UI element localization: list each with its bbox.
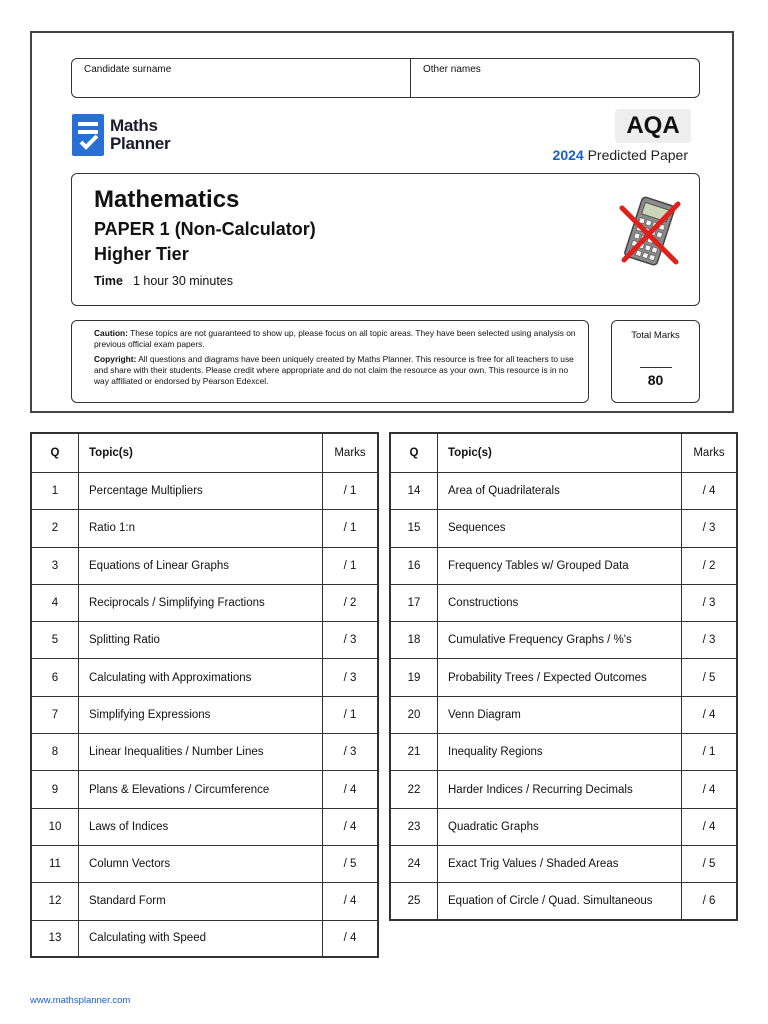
table-row	[31, 510, 378, 547]
question-number: 10	[31, 808, 79, 845]
question-topic: Calculating with Approximations	[79, 659, 323, 696]
question-number: 18	[390, 622, 438, 659]
question-marks: / 1	[323, 547, 379, 584]
question-number: 15	[390, 510, 438, 547]
question-topic: Laws of Indices	[79, 808, 323, 845]
question-number: 5	[31, 622, 79, 659]
question-number: 22	[390, 771, 438, 808]
table-row	[390, 584, 737, 621]
header-q: Q	[390, 433, 438, 473]
question-marks: / 4	[323, 771, 379, 808]
question-marks: / 3	[323, 622, 379, 659]
copyright-paragraph	[94, 354, 578, 387]
question-number: 6	[31, 659, 79, 696]
table-row	[31, 920, 378, 957]
exam-board-badge: AQA	[615, 109, 691, 143]
question-marks: / 1	[323, 696, 379, 733]
other-names-field[interactable]	[411, 59, 481, 97]
table-row	[390, 547, 737, 584]
table-row	[390, 808, 737, 845]
question-number: 7	[31, 696, 79, 733]
question-marks: / 4	[682, 771, 738, 808]
question-marks: / 3	[323, 659, 379, 696]
question-number: 8	[31, 734, 79, 771]
question-marks: / 3	[682, 622, 738, 659]
table-row	[31, 808, 378, 845]
question-marks: / 3	[682, 510, 738, 547]
question-topic: Standard Form	[79, 883, 323, 920]
question-marks: / 4	[323, 883, 379, 920]
question-topic: Equations of Linear Graphs	[79, 547, 323, 584]
question-marks: / 6	[682, 883, 738, 920]
question-topic: Probability Trees / Expected Outcomes	[438, 659, 682, 696]
question-topic: Column Vectors	[79, 845, 323, 882]
table-row	[390, 510, 737, 547]
paper-info-box	[71, 173, 700, 306]
table-row	[31, 883, 378, 920]
question-topic: Percentage Multipliers	[79, 473, 323, 510]
question-topic: Harder Indices / Recurring Decimals	[438, 771, 682, 808]
table-row	[31, 734, 378, 771]
total-marks-value: 80	[647, 372, 664, 388]
question-topic: Inequality Regions	[438, 734, 682, 771]
total-marks-divider	[640, 367, 672, 368]
maths-planner-logo	[72, 114, 170, 156]
table-row	[390, 659, 737, 696]
question-marks: / 2	[323, 584, 379, 621]
header-q: Q	[31, 433, 79, 473]
caution-notice	[71, 320, 589, 403]
caution-label: Caution:	[94, 328, 128, 338]
question-topic: Constructions	[438, 584, 682, 621]
question-marks: / 3	[682, 584, 738, 621]
paper-title: PAPER 1 (Non-Calculator)	[94, 219, 316, 239]
question-topic: Sequences	[438, 510, 682, 547]
table-row	[390, 622, 737, 659]
question-marks: / 3	[323, 734, 379, 771]
table-header-row	[390, 433, 737, 473]
table-row	[390, 845, 737, 882]
table-row	[390, 883, 737, 920]
question-number: 2	[31, 510, 79, 547]
subject-title: Mathematics	[94, 186, 240, 213]
question-topic: Cumulative Frequency Graphs / %'s	[438, 622, 682, 659]
question-number: 20	[390, 696, 438, 733]
table-row	[31, 584, 378, 621]
question-number: 12	[31, 883, 79, 920]
question-marks: / 4	[682, 473, 738, 510]
question-number: 4	[31, 584, 79, 621]
question-topic: Plans & Elevations / Circumference	[79, 771, 323, 808]
question-topic: Splitting Ratio	[79, 622, 323, 659]
question-marks: / 5	[323, 845, 379, 882]
table-row	[31, 845, 378, 882]
marks-table-left	[30, 432, 379, 958]
table-row	[31, 473, 378, 510]
brand-line-2: Planner	[110, 134, 171, 153]
question-topic: Linear Inequalities / Number Lines	[79, 734, 323, 771]
question-topic: Venn Diagram	[438, 696, 682, 733]
question-marks: / 4	[682, 808, 738, 845]
brand-name	[110, 117, 170, 153]
question-number: 13	[31, 920, 79, 957]
table-header-row	[31, 433, 378, 473]
copyright-text: All questions and diagrams have been uniquely created by Maths Planner. This resource is free for all teachers to use and share with their students. Please credit where appropriate and do not claim the resource as your own. This resource is in no way affiliated or endorsed by Pearson Edexcel.	[94, 354, 574, 386]
question-marks: / 4	[682, 696, 738, 733]
caution-text: These topics are not guaranteed to show up, please focus on all topic areas. They have been selected using analysis on previous official exam papers.	[94, 328, 576, 349]
question-marks: / 1	[323, 473, 379, 510]
caution-paragraph	[94, 328, 578, 350]
table-row	[31, 696, 378, 733]
question-number: 24	[390, 845, 438, 882]
question-topic: Simplifying Expressions	[79, 696, 323, 733]
question-topic: Quadratic Graphs	[438, 808, 682, 845]
table-row	[31, 659, 378, 696]
candidate-surname-label: Candidate surname	[84, 64, 172, 75]
time-info	[94, 274, 233, 288]
question-topic: Reciprocals / Simplifying Fractions	[79, 584, 323, 621]
header-topic: Topic(s)	[438, 433, 682, 473]
question-number: 1	[31, 473, 79, 510]
question-marks: / 2	[682, 547, 738, 584]
table-row	[390, 771, 737, 808]
logo-mark-icon	[72, 114, 104, 156]
other-names-label: Other names	[423, 64, 481, 75]
question-number: 14	[390, 473, 438, 510]
copyright-label: Copyright:	[94, 354, 137, 364]
total-marks-label: Total Marks	[631, 330, 680, 341]
total-marks-box	[611, 320, 700, 403]
no-calculator-icon	[614, 194, 684, 272]
predicted-text: Predicted Paper	[587, 147, 688, 163]
candidate-fields	[71, 58, 700, 98]
question-marks: / 1	[682, 734, 738, 771]
question-marks: / 5	[682, 845, 738, 882]
question-number: 3	[31, 547, 79, 584]
question-number: 17	[390, 584, 438, 621]
table-row	[390, 734, 737, 771]
question-number: 11	[31, 845, 79, 882]
question-number: 25	[390, 883, 438, 920]
marks-table-right	[389, 432, 738, 921]
question-marks: / 5	[682, 659, 738, 696]
table-row	[31, 547, 378, 584]
tier-title: Higher Tier	[94, 244, 189, 264]
footer-url[interactable]: www.mathsplanner.com	[30, 995, 131, 1006]
header-topic: Topic(s)	[79, 433, 323, 473]
question-number: 9	[31, 771, 79, 808]
question-marks: / 4	[323, 920, 379, 957]
header-marks: Marks	[323, 433, 379, 473]
time-value: 1 hour 30 minutes	[132, 274, 234, 288]
candidate-surname-field[interactable]	[72, 59, 411, 97]
question-number: 16	[390, 547, 438, 584]
predicted-paper-label	[553, 147, 688, 163]
predicted-year: 2024	[552, 147, 584, 163]
brand-line-1: Maths	[110, 116, 158, 135]
table-row	[31, 771, 378, 808]
table-row	[390, 473, 737, 510]
question-number: 19	[390, 659, 438, 696]
question-number: 21	[390, 734, 438, 771]
question-marks: / 4	[323, 808, 379, 845]
table-row	[390, 696, 737, 733]
question-topic: Equation of Circle / Quad. Simultaneous	[438, 883, 682, 920]
table-row	[31, 622, 378, 659]
question-topic: Area of Quadrilaterals	[438, 473, 682, 510]
question-topic: Exact Trig Values / Shaded Areas	[438, 845, 682, 882]
question-topic: Frequency Tables w/ Grouped Data	[438, 547, 682, 584]
cover-panel	[30, 31, 734, 413]
time-label: Time	[94, 274, 123, 288]
header-marks: Marks	[682, 433, 738, 473]
question-topic: Calculating with Speed	[79, 920, 323, 957]
question-number: 23	[390, 808, 438, 845]
question-marks: / 1	[323, 510, 379, 547]
question-topic: Ratio 1:n	[79, 510, 323, 547]
